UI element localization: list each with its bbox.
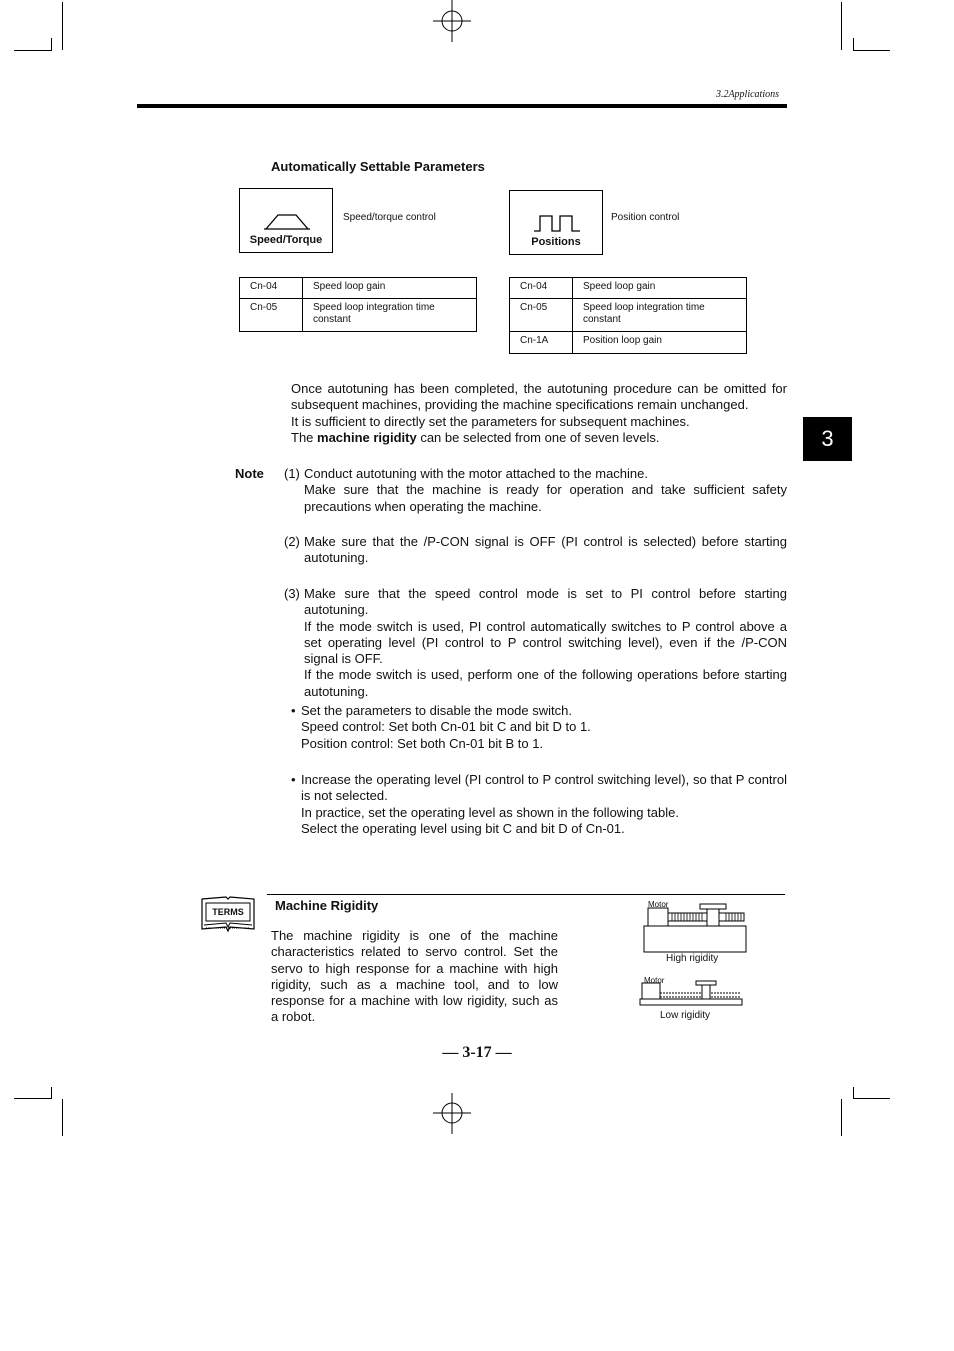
- param-desc: Speed loop gain: [573, 278, 747, 299]
- param-code: Cn-1A: [510, 332, 573, 354]
- intro-line-3: The machine rigidity can be selected from one of seven levels.: [291, 429, 660, 445]
- header-rule: [137, 104, 787, 108]
- table-row: [510, 332, 747, 354]
- table-row: [240, 278, 477, 299]
- note-item-1: [284, 466, 787, 515]
- bullet-text: Position control: Set both Cn-01 bit B to 1.: [301, 735, 544, 751]
- note-label: Note: [235, 466, 264, 481]
- speed-torque-label: Speed/Torque: [249, 234, 323, 246]
- low-rigidity-motor-label: Motor: [644, 976, 665, 985]
- table-row: [510, 278, 747, 299]
- bullet-text: Set the parameters to disable the mode switch.: [301, 703, 572, 718]
- positions-label: Positions: [531, 236, 581, 248]
- note-number: (1): [284, 466, 300, 481]
- page-number: — 3-17 —: [442, 1044, 512, 1061]
- speed-torque-param-table: [239, 277, 477, 332]
- param-desc: Speed loop gain: [303, 278, 477, 299]
- chapter-tab: 3: [803, 417, 852, 461]
- positions-mode-box: [509, 190, 603, 255]
- intro-paragraph: [291, 381, 787, 446]
- param-desc: Position loop gain: [573, 332, 747, 354]
- note-text: Make sure that the machine is ready for operation and take sufficient safety precautions when operating the machine.: [304, 482, 787, 514]
- bullet-text: In practice, set the operating level as shown in the following table.: [301, 804, 679, 820]
- running-header: 3.2Applications: [715, 89, 779, 100]
- speed-torque-mode-box: [239, 188, 333, 253]
- note-text: Make sure that the /P-CON signal is OFF (PI control is selected) before starting autotuning.: [304, 534, 787, 566]
- terms-rule: [267, 894, 785, 895]
- low-rigidity-caption: Low rigidity: [660, 1010, 711, 1021]
- high-rigidity-caption: High rigidity: [666, 953, 719, 964]
- bullet-item-1: [291, 703, 787, 752]
- note-number: (3): [284, 586, 300, 601]
- bullet-text: Select the operating level using bit C and bit D of Cn-01.: [301, 820, 625, 836]
- note-text: If the mode switch is used, perform one of the following operations before starting autotuning.: [304, 667, 787, 699]
- intro-line-1: Once autotuning has been completed, the autotuning procedure can be omitted for subsequent machines, providing the machine specifications remain unchanged.: [291, 381, 787, 413]
- note-item-2: [284, 534, 787, 567]
- section-title: Automatically Settable Parameters: [271, 159, 485, 174]
- speed-torque-caption: Speed/torque control: [343, 212, 436, 223]
- pulse-train-icon: [534, 213, 580, 233]
- terms-body: The machine rigidity is one of the machine characteristics related to servo control. Set the servo to high response for a machine with high rigidity, such as a machine tool, and to low response for a machine with low rigidity, such as a robot.: [271, 928, 558, 1025]
- param-code: Cn-05: [510, 299, 573, 332]
- table-row: [510, 299, 747, 332]
- note-number: (2): [284, 534, 300, 549]
- param-code: Cn-04: [510, 278, 573, 299]
- note-text: Conduct autotuning with the motor attached to the machine.: [304, 466, 648, 481]
- bullet-dot: •: [291, 703, 296, 718]
- table-row: [240, 299, 477, 332]
- note-item-3: [284, 586, 787, 700]
- terms-badge: TERMS: [212, 907, 244, 917]
- bullet-text: Speed control: Set both Cn-01 bit C and bit D to 1.: [301, 719, 591, 735]
- machine-rigidity-term: machine rigidity: [317, 429, 417, 445]
- param-desc: Speed loop integration time constant: [573, 299, 747, 332]
- param-desc: Speed loop integration time constant: [303, 299, 477, 332]
- trapezoid-profile-icon: [264, 211, 310, 231]
- positions-param-table: [509, 277, 747, 354]
- registration-mark-bottom: [430, 1091, 474, 1135]
- intro-line-2: It is sufficient to directly set the parameters for subsequent machines.: [291, 413, 690, 429]
- high-rigidity-motor-label: Motor: [648, 900, 669, 909]
- bullet-text: Increase the operating level (PI control to P control switching level), so that P control is not selected.: [301, 772, 787, 804]
- bullet-item-2: [291, 772, 787, 837]
- registration-mark-top: [430, 0, 474, 44]
- note-text: Make sure that the speed control mode is set to PI control before starting autotuning.: [304, 586, 787, 618]
- param-code: Cn-05: [240, 299, 303, 332]
- note-text: If the mode switch is used, PI control automatically switches to P control above a set operating level (PI control to P control switching level), even if the /P-CON signal is OFF.: [304, 618, 787, 667]
- terms-title: Machine Rigidity: [275, 898, 379, 913]
- positions-caption: Position control: [611, 212, 680, 223]
- bullet-dot: •: [291, 772, 296, 787]
- param-code: Cn-04: [240, 278, 303, 299]
